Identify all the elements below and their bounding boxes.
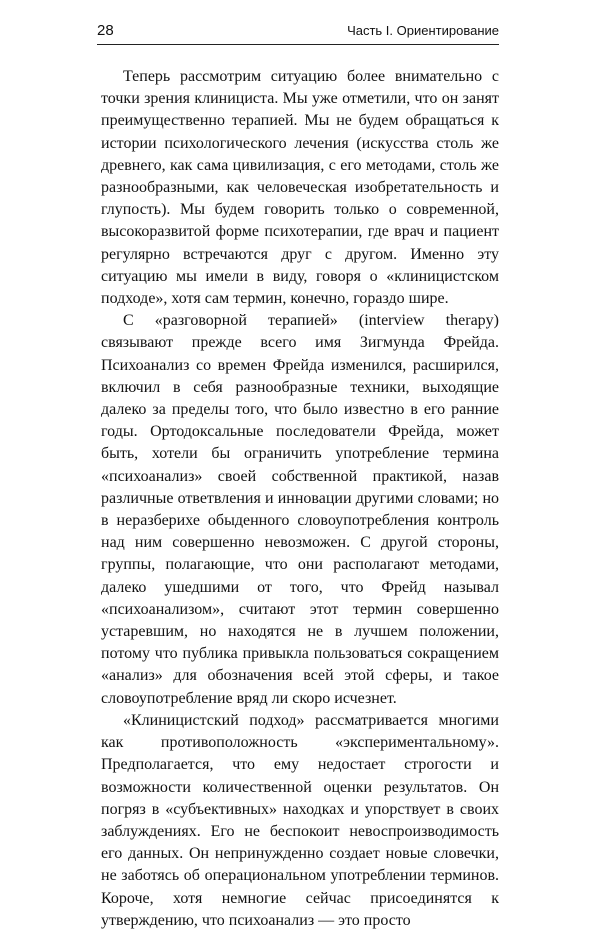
body-text: [101, 66, 499, 932]
paragraph-clinician-view: Теперь рассмотрим ситуацию более внимательно с точки зрения клинициста. Мы уже отметили, что он занят преимущественно терапией. Мы не будем обращаться к истории психологического лечения (искусства столь же древнего, как сама цивилизация, с его методами, столь же разнообразными, как человеческая изобретательность и глупость). Мы будем говорить только о современной, высокоразвитой форме психотерапии, где врач и пациент регулярно встречаются друг с другом. Именно эту ситуацию мы имели в виду, говоря о «клиницистском подходе», хотя сам термин, конечно, гораздо шире.: [101, 68, 499, 308]
paragraph-interview-therapy: С «разговорной терапией» (interview therapy) связывают прежде всего имя Зигмунда Фрейда. Психоанализ со времен Фрейда изменился, расширился, включил в себя разнообразные техники, выходящие далеко за пределы того, что было известно в его ранние годы. Ортодоксальные последователи Фрейда, может быть, хотели бы ограничить употребление термина «психоанализ» своей собственной практикой, назав различные ответвления и инновации другими словами; но в неразберихе обыденного словоупотребления контроль над ним совершенно невозможен. С другой стороны, группы, полагающие, что они располагают методами, далеко ушедшими от того, что Фрейд называл «психоанализом», считают этот термин совершенно устаревшим, но находятся не в лучшем положении, потому что публика привыкла пользоваться сокращением «анализ» для обозначения всей этой сферы, и такое словоупотребление вряд ли скоро исчезнет.: [101, 312, 499, 707]
page-number: 28: [97, 22, 114, 39]
running-title: Часть I. Ориентирование: [347, 23, 499, 38]
paragraph-clinical-approach: «Клиницистский подход» рассматривается многими как противоположность «экспериментальному». Предполагается, что ему недостает строгости и возможности количественной оценки результатов. Он погряз в «субъективных» находках и упорствует в своих заблуждениях. Его не беспокоит невоспроизводимость его данных. Он непринужденно создает новые словечки, не заботясь об операциональном употреблении терминов. Короче, хотя немногие сейчас присоединятся к утверждению, что психоанализ — это просто: [101, 711, 499, 929]
page-header: [97, 22, 499, 44]
header-rule: [97, 44, 499, 45]
